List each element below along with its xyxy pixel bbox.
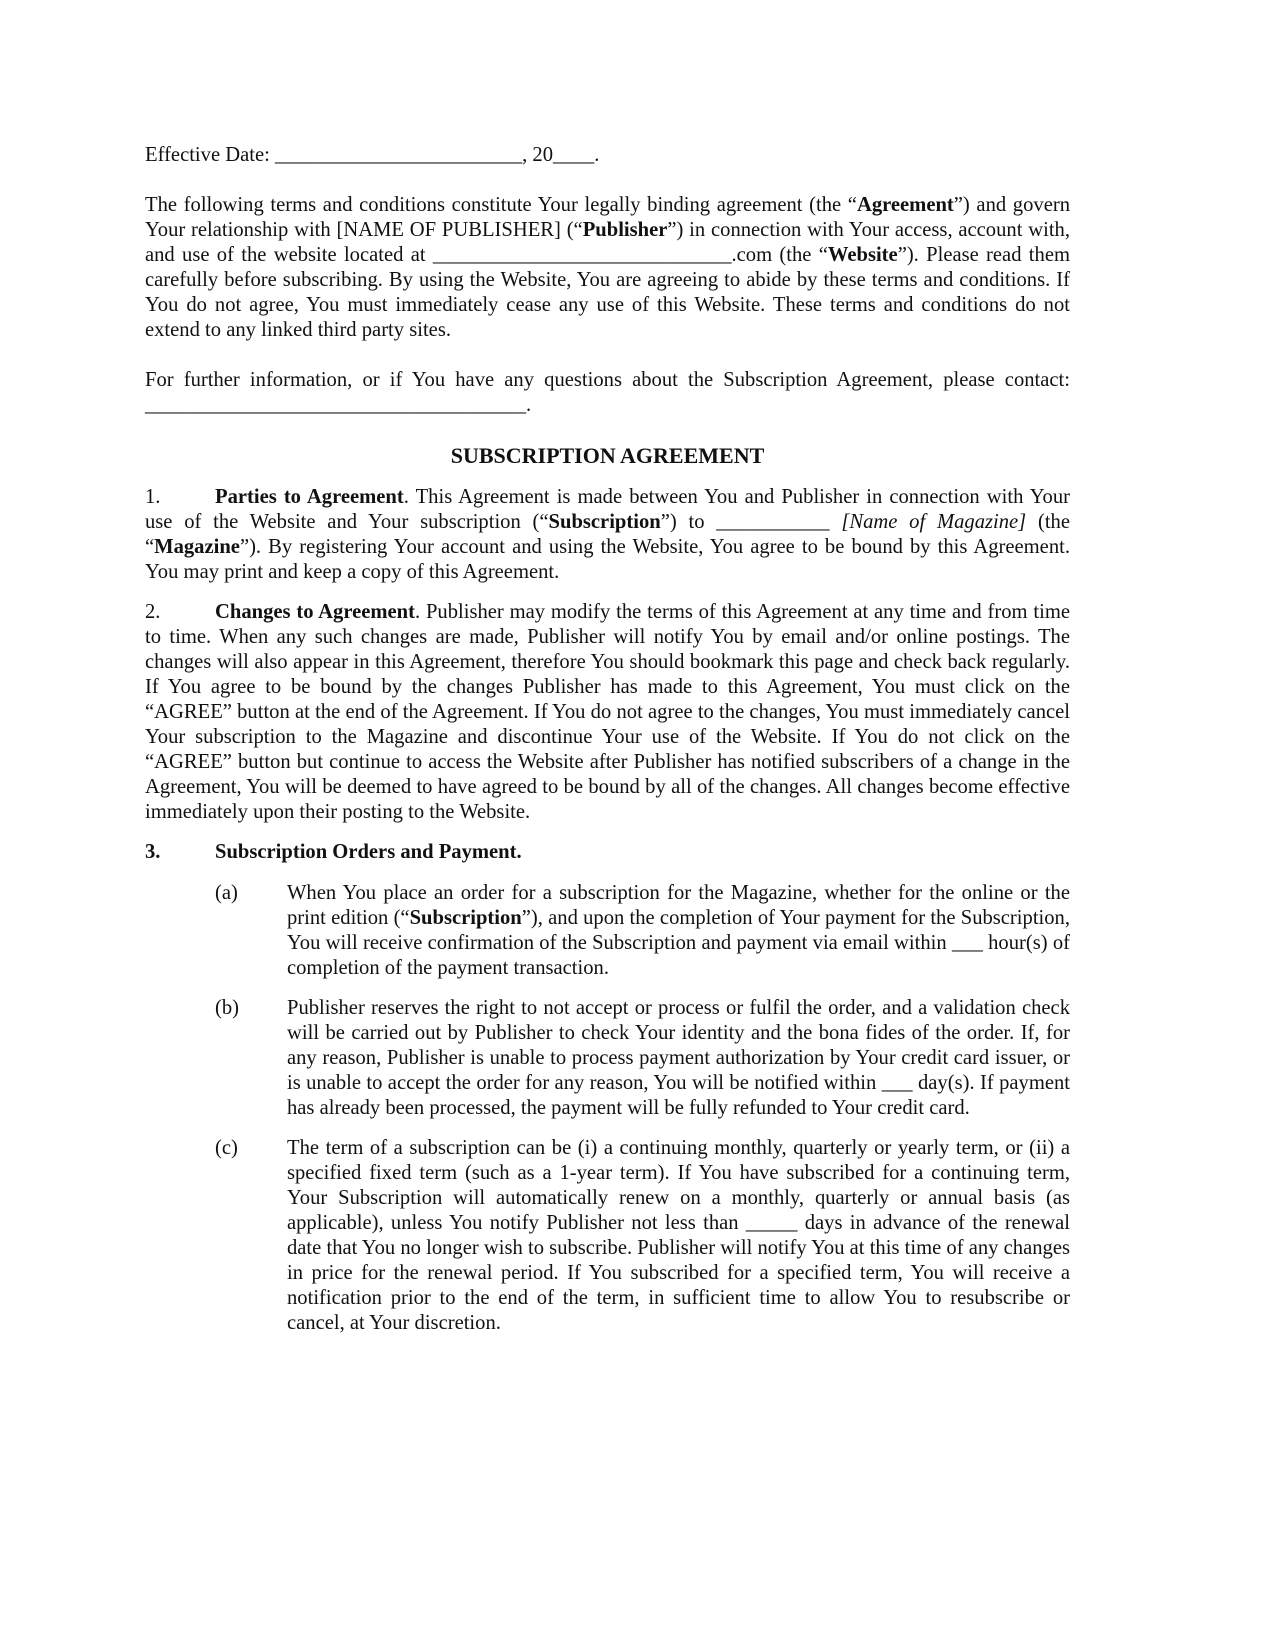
notice-days-blank: _____ <box>745 1212 798 1234</box>
section-3-heading <box>145 840 1070 865</box>
section-text: (the “ <box>145 511 1070 558</box>
section-heading: Parties to Agreement <box>215 486 404 508</box>
subsection-label: (b) <box>215 997 240 1019</box>
subsection-label: (a) <box>215 882 238 904</box>
intro-text: .com (the “ <box>731 244 828 266</box>
defined-term-website: Website <box>827 244 898 266</box>
text-run: hour(s) of completion of the payment transaction. <box>287 932 1070 979</box>
document-title: SUBSCRIPTION AGREEMENT <box>450 443 765 468</box>
contact-blank: _____________________________________ <box>145 394 526 416</box>
effective-year-blank: ____ <box>553 144 595 166</box>
effective-date-end: . <box>594 144 600 166</box>
text-run: day(s). If payment has already been processed, the payment will be fully refunded to Your credit card. <box>287 1072 1070 1119</box>
defined-term-agreement: Agreement <box>856 194 954 216</box>
section-text: . This Agreement is made between You and Publisher in connection with Your use of the Website and Your subscription (“ <box>145 486 1070 533</box>
effective-year-prefix: , 20 <box>522 144 554 166</box>
text-run: Publisher reserves the right to not accept or process or fulfil the order, and a validation check will be carried out by Publisher to check Your identity and the bona fides of the order. If, for any reason, Publisher is unable to process payment authorization by Your credit card issuer, or is unable to accept the order for any reason, You will be notified within <box>287 997 1070 1094</box>
intro-text: The following terms and conditions constitute Your legally binding agreement (the “ <box>145 194 857 216</box>
section-number: 2. <box>145 601 161 623</box>
subsection-label: (c) <box>215 1137 238 1159</box>
effective-date-label: Effective Date: <box>145 144 270 166</box>
subsection-text <box>287 1136 1070 1336</box>
defined-term-subscription: Subscription <box>409 907 522 929</box>
document-page <box>145 143 1070 1351</box>
text-run: When You place an order for a subscription for the Magazine, whether for the online or the print edition (“ <box>287 882 1070 929</box>
defined-term-publisher: Publisher <box>582 219 668 241</box>
website-blank: _____________________________ <box>432 244 732 266</box>
contact-paragraph <box>145 368 1070 418</box>
magazine-placeholder: [Name of Magazine] <box>829 511 1027 533</box>
contact-text: For further information, or if You have any questions about the Subscription Agreement, please contact: <box>145 369 1070 391</box>
section-1 <box>145 485 1070 585</box>
defined-term-magazine: Magazine <box>154 536 240 558</box>
subsection-c <box>145 1136 1070 1336</box>
section-text: ”) to <box>660 511 717 533</box>
subsection-text <box>287 996 1070 1121</box>
subsection-b <box>145 996 1070 1121</box>
section-number: 1. <box>145 486 161 508</box>
effective-date-line <box>145 143 1070 168</box>
intro-paragraph <box>145 193 1070 343</box>
section-number: 3. <box>145 841 161 863</box>
hours-blank: ___ <box>951 932 983 954</box>
section-2 <box>145 600 1070 825</box>
section-text: ”). By registering Your account and using the Website, You agree to be bound by this Agreement. You may print and keep a copy of this Agreement. <box>145 536 1070 583</box>
subsection-text <box>287 881 1070 981</box>
section-heading: Subscription Orders and Payment. <box>215 841 522 863</box>
section-text: . Publisher may modify the terms of this Agreement at any time and from time to time. When any such changes are made, Publisher will notify You by email and/or online postings. The changes will also appear in this Agreement, therefore You should bookmark this page and check back regularly. If You agree to be bound by the changes Publisher has made to this Agreement, You must click on the “AGREE” button at the end of the Agreement. If You do not agree to the changes, You must immediately cancel Your subscription to the Magazine and discontinue Your use of the Website. If You do not click on the “AGREE” button but continue to access the Website after Publisher has notified subscribers of a change in the Agreement, You will be deemed to have agreed to be bound by all of the changes. All changes become effective immediately upon their posting to the Website. <box>145 601 1070 823</box>
contact-end: . <box>525 394 532 416</box>
intro-text: ”) and govern Your relationship with [NAME OF PUBLISHER] (“ <box>145 194 1070 241</box>
defined-term-subscription: Subscription <box>548 511 661 533</box>
days-blank: ___ <box>881 1072 913 1094</box>
text-run: ”), and upon the completion of Your payment for the Subscription, You will receive confirmation of the Subscription and payment via email within <box>287 907 1070 954</box>
intro-text: ”) in connection with Your access, account with, and use of the website located at <box>145 219 1070 266</box>
intro-text: ”). Please read them carefully before subscribing. By using the Website, You are agreeing to abide by these terms and conditions. If You do not agree, You must immediately cease any use of this Website. These terms and conditions do not extend to any linked third party sites. <box>145 244 1070 341</box>
subsection-a <box>145 881 1070 981</box>
text-run: The term of a subscription can be (i) a continuing monthly, quarterly or yearly term, or (ii) a specified fixed term (such as a 1-year term). If You have subscribed for a continuing term, Your Subscription will automatically renew on a monthly, quarterly or annual basis (as applicable), unless You notify Publisher not less than <box>287 1137 1070 1234</box>
effective-date-blank: ________________________ <box>275 144 523 166</box>
magazine-blank: ___________ <box>716 511 830 533</box>
section-heading: Changes to Agreement <box>215 601 415 623</box>
text-run: days in advance of the renewal date that You no longer wish to subscribe. Publisher will notify You at this time of any changes in price for the renewal period. If You subscribed for a specified term, You will receive a notification prior to the end of the term, in sufficient time to allow You to resubscribe or cancel, at Your discretion. <box>287 1212 1070 1334</box>
